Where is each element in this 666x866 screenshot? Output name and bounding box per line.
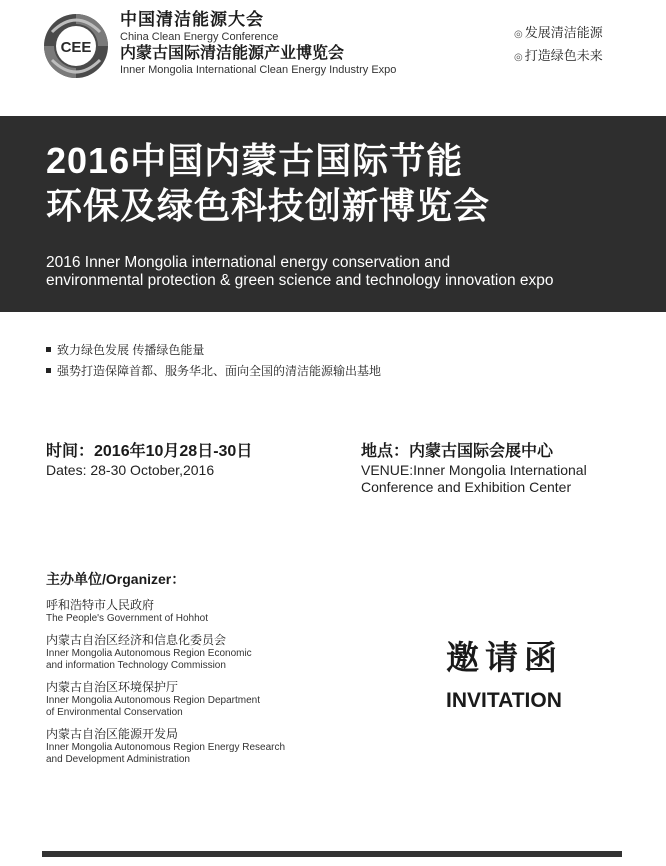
list-item bbox=[46, 340, 381, 361]
list-item bbox=[46, 361, 381, 382]
time-cn: 时间：2016年10月28日-30日 bbox=[46, 443, 253, 460]
circle-bullet-icon: ◎ bbox=[514, 29, 523, 40]
organizer-entry bbox=[46, 633, 285, 672]
organizer-name-en: Inner Mongolia Autonomous Region Energy Research and Development Administration bbox=[46, 742, 286, 765]
bullet-text: 致力绿色发展 传播绿色能量 bbox=[57, 343, 205, 357]
slogan-text: 发展清洁能源 bbox=[524, 25, 603, 40]
organizer-section bbox=[46, 570, 285, 774]
invitation-title-cn: 邀请函 bbox=[446, 639, 563, 676]
square-bullet-icon bbox=[46, 347, 51, 352]
expo-name-en: Inner Mongolia International Clean Energy Industry Expo bbox=[120, 64, 397, 76]
cee-logo bbox=[42, 12, 110, 80]
conference-name-en: China Clean Energy Conference bbox=[120, 31, 279, 43]
cee-logo-icon bbox=[42, 12, 110, 80]
banner-title-line-1: 2016中国内蒙古国际节能 bbox=[46, 140, 464, 181]
banner-title bbox=[46, 138, 490, 228]
organizer-name-en: Inner Mongolia Autonomous Region Economic and information Technology Commission bbox=[46, 648, 252, 671]
invitation-title-en: INVITATION bbox=[446, 689, 562, 712]
time-en: Dates: 28-30 October,2016 bbox=[46, 462, 215, 478]
organizer-entry bbox=[46, 680, 285, 719]
logo-text: CEE bbox=[60, 39, 92, 56]
organizer-entry bbox=[46, 727, 285, 766]
organizer-name-cn: 呼和浩特市人民政府 bbox=[46, 598, 155, 612]
venue-en-line-1: VENUE:Inner Mongolia International bbox=[361, 462, 587, 478]
slogan-item bbox=[514, 45, 603, 68]
organizer-entry bbox=[46, 598, 285, 625]
square-bullet-icon bbox=[46, 368, 51, 373]
organizer-name-cn: 内蒙古自治区环境保护厅 bbox=[46, 680, 179, 694]
event-time bbox=[46, 442, 252, 479]
organizer-name-cn: 内蒙古自治区经济和信息化委员会 bbox=[46, 633, 227, 647]
bottom-divider bbox=[42, 851, 622, 857]
organizer-heading: 主办单位/Organizer： bbox=[46, 571, 186, 587]
circle-bullet-icon: ◎ bbox=[514, 52, 523, 63]
expo-name-cn: 内蒙古国际清洁能源产业博览会 bbox=[120, 45, 345, 62]
event-venue bbox=[361, 442, 587, 496]
organization-names bbox=[120, 10, 396, 77]
organizer-name-en: The People's Government of Hohhot bbox=[46, 613, 209, 624]
slogan-text: 打造绿色未来 bbox=[524, 48, 603, 63]
conference-name-cn: 中国清洁能源大会 bbox=[120, 10, 264, 29]
slogan-item bbox=[514, 22, 603, 45]
banner-title-line-2: 环保及绿色科技创新博览会 bbox=[46, 185, 491, 226]
slogans bbox=[514, 22, 603, 68]
banner-en-line-1: 2016 Inner Mongolia international energy conservation and bbox=[46, 254, 451, 271]
banner-english-title bbox=[46, 254, 554, 290]
banner-en-line-2: environmental protection & green science and technology innovation expo bbox=[46, 272, 554, 289]
bullet-list bbox=[46, 340, 381, 382]
organizer-name-en: Inner Mongolia Autonomous Region Department of Environmental Conservation bbox=[46, 695, 261, 718]
venue-cn: 地点：内蒙古国际会展中心 bbox=[361, 443, 554, 460]
bullet-text: 强势打造保障首都、服务华北、面向全国的清洁能源输出基地 bbox=[57, 364, 382, 378]
organizer-name-cn: 内蒙古自治区能源开发局 bbox=[46, 727, 179, 741]
venue-en-line-2: Conference and Exhibition Center bbox=[361, 479, 572, 495]
